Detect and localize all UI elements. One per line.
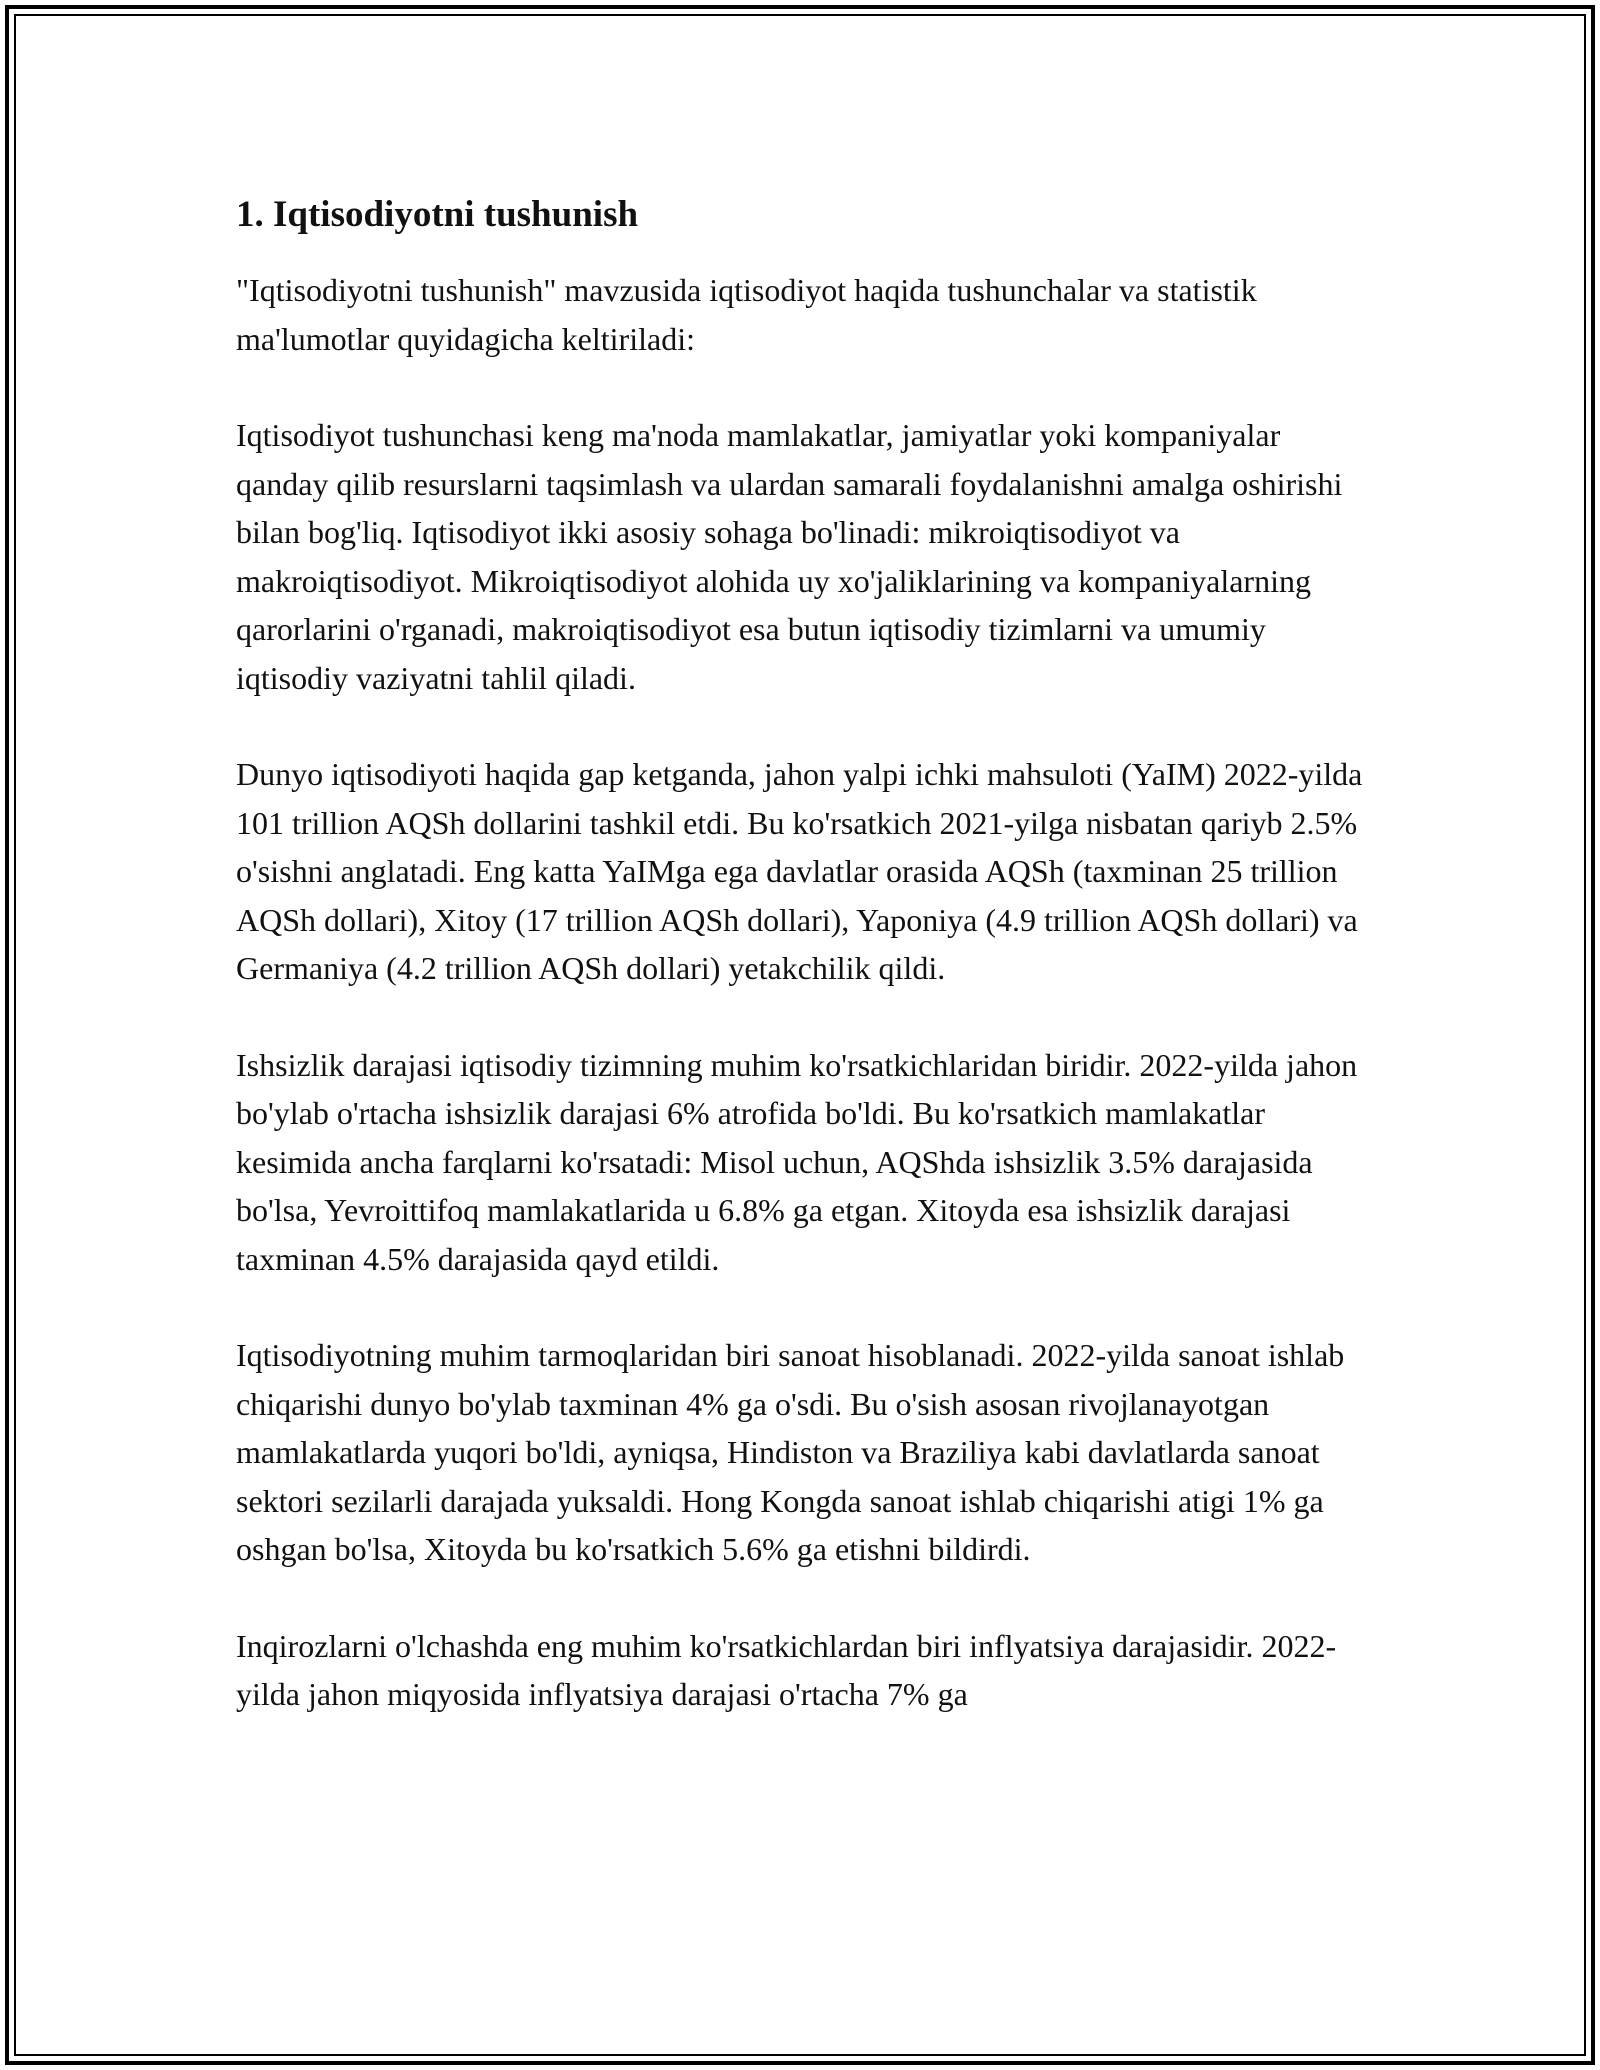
page-title: 1. Iqtisodiyotni tushunish bbox=[236, 194, 639, 235]
intro-paragraph: "Iqtisodiyotni tushunish" mavzusida iqtisodiyot haqida tushunchalar va statistik ma'lumotlar quyidagicha keltiriladi: bbox=[236, 272, 1257, 357]
document-body bbox=[236, 186, 1376, 1767]
world-gdp-paragraph: Dunyo iqtisodiyoti haqida gap ketganda, jahon yalpi ichki mahsuloti (YaIM) 2022-yilda 101 trillion AQSh dollarini tashkil etdi. Bu ko'rsatkich 2021-yilga nisbatan qariyb 2.5% o'sishni anglatadi. Eng katta YaIMga ega davlatlar orasida AQSh (taxminan 25 trillion AQSh dollari), Xitoy (17 trillion AQSh dollari), Yaponiya (4.9 trillion AQSh dollari) va Germaniya (4.2 trillion AQSh dollari) yetakchilik qildi. bbox=[236, 756, 1363, 986]
industry-paragraph: Iqtisodiyotning muhim tarmoqlaridan biri sanoat hisoblanadi. 2022-yilda sanoat ishlab chiqarishi dunyo bo'ylab taxminan 4% ga o'sdi. Bu o'sish asosan rivojlanayotgan mamlakatlarda yuqori bo'ldi, ayniqsa, Hindiston va Braziliya kabi davlatlarda sanoat sektori sezilarli darajada yuksaldi. Hong Kongda sanoat ishlab chiqarishi atigi 1% ga oshgan bo'lsa, Xitoyda bu ko'rsatkich 5.6% ga etishni bildirdi. bbox=[236, 1337, 1345, 1567]
unemployment-paragraph: Ishsizlik darajasi iqtisodiy tizimning muhim ko'rsatkichlaridan biridir. 2022-yilda jahon bo'ylab o'rtacha ishsizlik darajasi 6% atrofida bo'ldi. Bu ko'rsatkich mamlakatlar kesimida ancha farqlarni ko'rsatadi: Misol uchun, AQShda ishsizlik 3.5% darajasida bo'lsa, Yevroittifoq mamlakatlarida u 6.8% ga etgan. Xitoyda esa ishsizlik darajasi taxminan 4.5% darajasida qayd etildi. bbox=[236, 1046, 1358, 1277]
economy-concept-paragraph: Iqtisodiyot tushunchasi keng ma'noda mamlakatlar, jamiyatlar yoki kompaniyalar qanday qilib resurslarni taqsimlash va ulardan samarali foydalanishni amalga oshirishi bilan bog'liq. Iqtisodiyot ikki asosiy sohaga bo'linadi: mikroiqtisodiyot va makroiqtisodiyot. Mikroiqtisodiyot alohida uy xo'jaliklarining va kompaniyalarning qarorlarini o'rganadi, makroiqtisodiyot esa butun iqtisodiy tizimlarni va umumiy iqtisodiy vaziyatni tahlil qiladi. bbox=[236, 417, 1343, 696]
inflation-paragraph: Inqirozlarni o'lchashda eng muhim ko'rsatkichlardan biri inflyatsiya darajasidir. 2022-yilda jahon miqyosida inflyatsiya darajasi o'rtacha 7% ga bbox=[236, 1627, 1337, 1712]
